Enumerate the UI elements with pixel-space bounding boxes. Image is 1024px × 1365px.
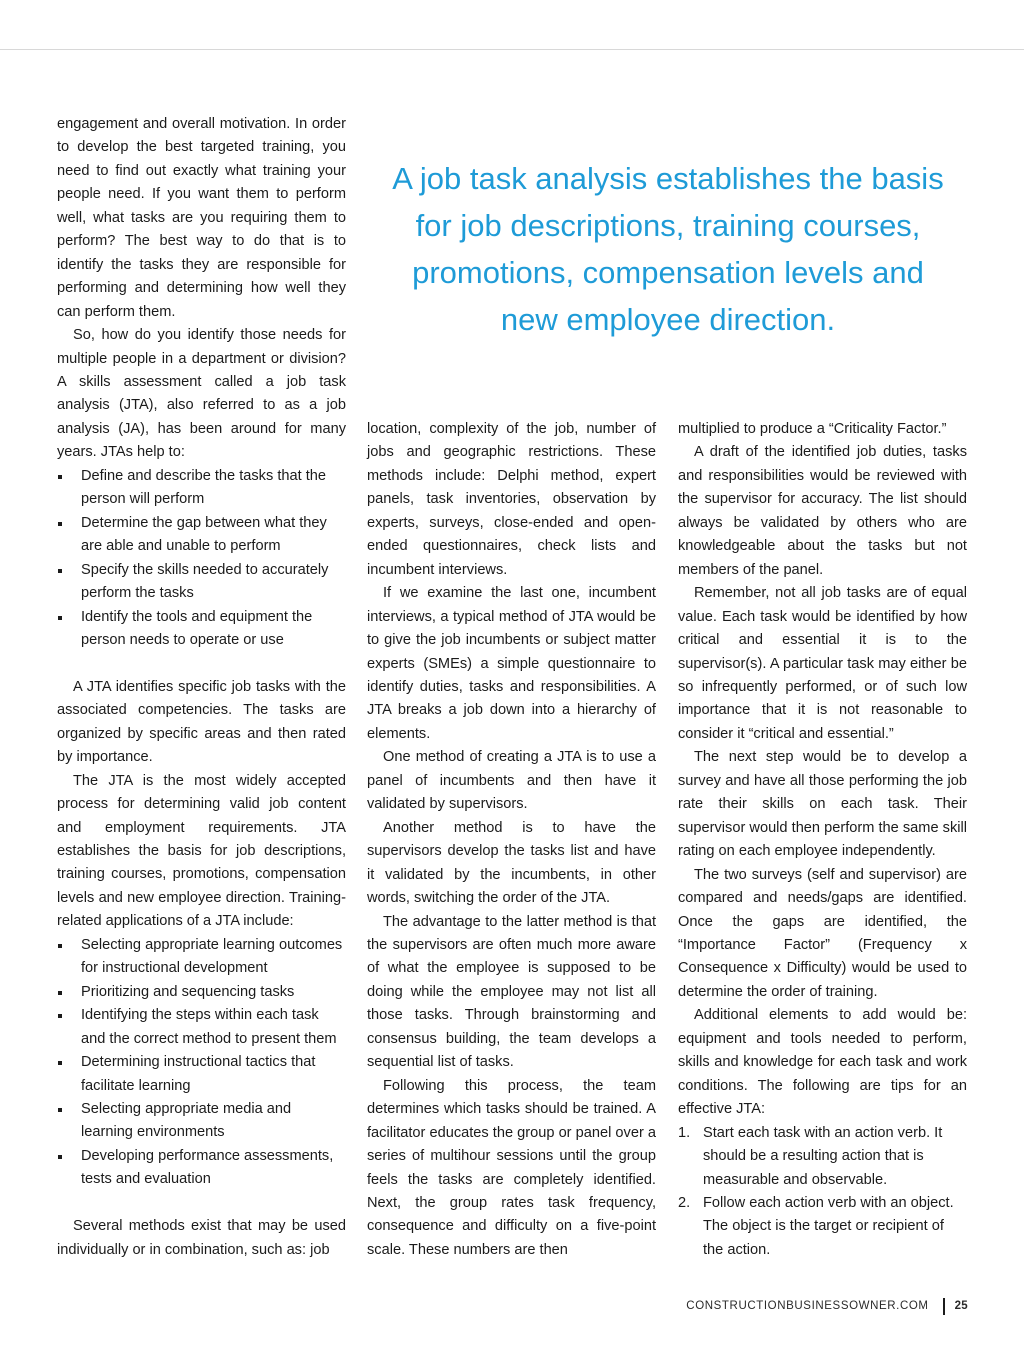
list-number: 2.	[678, 1194, 691, 1211]
body-paragraph: multiplied to produce a “Criticality Factor.”	[678, 421, 947, 437]
body-paragraph: The JTA is the most widely accepted process for determining valid job content and employment requirements. JTA establishes the basis for job descriptions, training courses, promotions, compensation levels and new employee direction. Training-related applications of a JTA include:	[57, 772, 346, 930]
body-paragraph: So, how do you identify those needs for multiple people in a department or division? A skills assessment called a job task analysis (JTA), also referred to as a job analysis (JA), has been around for many years. JTAs help to:	[57, 327, 346, 461]
page-footer	[560, 1296, 968, 1316]
list-item: Determine the gap between what they are able and unable to perform	[57, 512, 346, 559]
column-1	[57, 113, 346, 1262]
list-item: Specify the skills needed to accurately perform the tasks	[57, 559, 346, 606]
page-number: 25	[954, 1300, 968, 1312]
body-paragraph: Following this process, the team determines which tasks should be trained. A facilitator educates the group or panel over a series of multihour sessions until the group feels the tasks are completely identified. Next, the group rates task frequency, consequence and difficulty on a five-point scale. These numbers are then	[367, 1077, 656, 1258]
list-item: Selecting appropriate media and learning environments	[57, 1098, 346, 1145]
header-rule	[0, 49, 1024, 50]
list-item-text: Start each task with an action verb. It should be a resulting action that is measurable and observable.	[703, 1124, 943, 1188]
jta-tips-list	[678, 1122, 967, 1263]
body-paragraph: Remember, not all job tasks are of equal value. Each task would be identified by how critical and essential it is to the supervisor(s). A particular task may either be so infrequently performed, or of such low importance that it is not reasonable to consider it “critical and essential.”	[678, 585, 967, 742]
list-item: Determining instructional tactics that facilitate learning	[57, 1051, 346, 1098]
list-item: Define and describe the tasks that the person will perform	[57, 465, 346, 512]
body-paragraph: Additional elements to add would be: equipment and tools needed to perform, skills and knowledge for each task and work conditions. The following are tips for an effective JTA:	[678, 1007, 967, 1118]
body-paragraph: location, complexity of the job, number of jobs and geographic restrictions. These methods include: Delphi method, expert panels, task inventories, observation by experts, surveys, close-ended and open-ended questionnaires, check lists and incumbent interviews.	[367, 421, 656, 578]
list-item: Prioritizing and sequencing tasks	[57, 981, 346, 1004]
column-3	[678, 418, 967, 1262]
body-paragraph: A JTA identifies specific job tasks with the associated competencies. The tasks are organized by specific areas and then rated by importance.	[57, 678, 346, 766]
list-item	[678, 1192, 967, 1262]
list-item: Identifying the steps within each task and the correct method to present them	[57, 1004, 346, 1051]
pull-quote: A job task analysis establishes the basis for job descriptions, training courses, promotions, compensation levels and new employee direction.	[392, 161, 944, 337]
body-paragraph: If we examine the last one, incumbent interviews, a typical method of JTA would be to give the job incumbents or subject matter experts (SMEs) a simple questionnaire to identify duties, tasks and responsibilities. A JTA breaks a job down into a hierarchy of elements.	[367, 585, 656, 742]
footer-site-link[interactable]: CONSTRUCTIONBUSINESSOWNER.COM	[686, 1300, 929, 1312]
column-2	[367, 418, 656, 1262]
list-item	[678, 1122, 967, 1192]
list-item: Selecting appropriate learning outcomes for instructional development	[57, 934, 346, 981]
body-paragraph: The two surveys (self and supervisor) are compared and needs/gaps are identified. Once the gaps are identified, the “Importance Factor” (Frequency x Consequence x Difficulty) would be used to determine the order of training.	[678, 866, 967, 1000]
list-item: Developing performance assessments, tests and evaluation	[57, 1145, 346, 1192]
body-paragraph: The advantage to the latter method is that the supervisors are often much more aware of what the employee is supposed to be doing while the employee may not list all those tasks. Through brainstorming and consensus building, the team develops a sequential list of tasks.	[367, 913, 656, 1071]
body-paragraph: engagement and overall motivation. In order to develop the best targeted training, you need to find out exactly what training your people need. If you want them to perform well, what tasks are you requiring them to perform? The best way to do that is to identify the tasks they are responsible for performing and determining how well they can perform them.	[57, 116, 346, 320]
body-paragraph: A draft of the identified job duties, tasks and responsibilities would be reviewed with the supervisor for accuracy. The list should always be validated by others who are knowledgeable about the tasks but not members of the panel.	[678, 444, 967, 578]
body-paragraph: The next step would be to develop a survey and have all those performing the job rate their skills on each task. Their supervisor would then perform the same skill rating on each employee independently.	[678, 749, 967, 860]
jta-benefits-list	[57, 465, 346, 653]
training-applications-list	[57, 934, 346, 1192]
body-paragraph: One method of creating a JTA is to use a panel of incumbents and then have it validated by supervisors.	[367, 749, 656, 813]
list-number: 1.	[678, 1124, 691, 1141]
list-item-text: Follow each action verb with an object. The object is the target or recipient of the action.	[703, 1194, 954, 1258]
body-paragraph: Several methods exist that may be used individually or in combination, such as: job	[57, 1218, 346, 1258]
body-paragraph: Another method is to have the supervisors develop the tasks list and have it validated by the incumbents, in other words, switching the order of the JTA.	[367, 819, 656, 907]
footer-divider	[943, 1298, 945, 1315]
list-item: Identify the tools and equipment the person needs to operate or use	[57, 606, 346, 653]
